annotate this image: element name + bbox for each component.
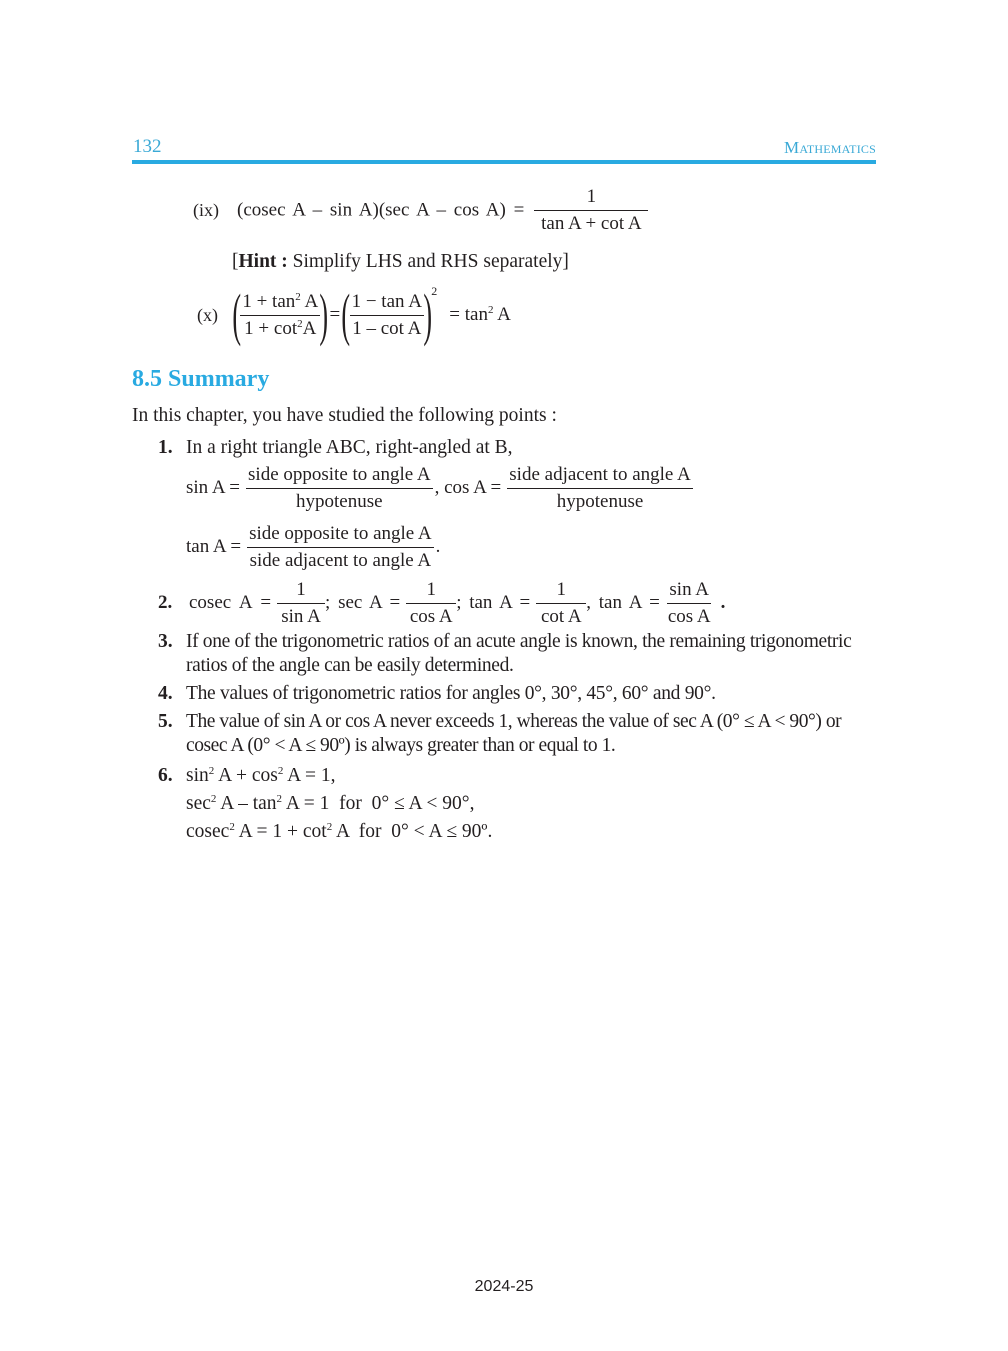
book-title: Mathematics	[784, 138, 876, 157]
summary-item-3	[158, 630, 878, 678]
fraction-denominator: hypotenuse	[556, 490, 644, 512]
equals-sign: =	[329, 304, 341, 325]
summary-item-1	[158, 436, 878, 460]
sin-cos-fraction	[666, 579, 713, 628]
exercise-x	[197, 282, 511, 347]
right-paren: )	[319, 282, 329, 347]
hint-label: Hint :	[238, 251, 288, 272]
fraction-numerator: 1	[277, 579, 325, 604]
sec-fraction	[406, 579, 456, 628]
period: .	[435, 536, 441, 558]
fraction-numerator: 1	[406, 579, 456, 604]
left-paren: (	[232, 282, 242, 347]
sin-cos-definitions	[186, 464, 693, 513]
equation-rhs: = $\tan^2 A$	[449, 304, 511, 325]
item-number: 5.	[158, 711, 173, 732]
tan-lhs: ; tan A =	[456, 592, 531, 614]
equation-rhs-fraction	[534, 186, 648, 235]
summary-item-2	[158, 579, 725, 628]
fraction-denominator: side adjacent to angle A	[249, 549, 432, 571]
tan-lhs: tan A =	[186, 536, 242, 558]
section-heading: 8.5 Summary	[132, 366, 270, 392]
tan-cot-fraction	[536, 579, 586, 628]
tan-lhs-2: , tan A =	[586, 592, 660, 614]
cosec-lhs: cosec A =	[189, 592, 272, 614]
header-divider	[132, 160, 876, 164]
fraction-1	[240, 291, 320, 340]
item-text: The values of trigonometric ratios for angles 0°, 30°, 45°, 60° and 90°.	[186, 683, 716, 704]
hint-text	[232, 250, 569, 274]
fraction-denominator: cot A	[540, 605, 582, 627]
summary-item-5	[158, 710, 878, 758]
fraction-denominator: $1 + \cot^2A$	[244, 317, 317, 339]
sin-lhs: sin A =	[186, 477, 241, 499]
hint-bracket: [	[232, 251, 239, 272]
item-number: 3.	[158, 631, 173, 652]
item-text: The value of sin A or cos A never exceeds 1, whereas the value of sec A (0° ≤ A < 90°) or cosec A (0° < A ≤ 90º) is always greater than or equal to 1.	[186, 711, 842, 756]
cos-fraction	[507, 464, 693, 513]
footer-year: 2024-25	[474, 1278, 534, 1295]
item-text: In a right triangle ABC, right-angled at B,	[186, 437, 513, 458]
fraction-denominator: cos A	[409, 605, 453, 627]
item-text: If one of the trigonometric ratios of an acute angle is known, the remaining trigonometric ratios of the angle can be easily determined.	[186, 631, 852, 676]
identities	[186, 762, 878, 846]
outer-exponent: 2	[431, 284, 438, 298]
tan-fraction	[247, 523, 434, 572]
left-paren: (	[341, 282, 351, 347]
fraction-numerator: sin A	[667, 579, 711, 604]
fraction-2	[350, 291, 424, 340]
fraction-numerator: side opposite to angle A	[247, 523, 434, 548]
fraction-numerator: $1 + \tan^2 A$	[240, 291, 320, 316]
sec-lhs: ; sec A =	[325, 592, 401, 614]
identity-2: $\sec^2 A - \tan^2 A = 1$ for 0° ≤ A < 90°,	[186, 793, 475, 814]
fraction-numerator: 1	[536, 579, 586, 604]
summary-intro: In this chapter, you have studied the following points :	[132, 405, 557, 426]
identity-1: $\sin^2 A + \cos^2 A = 1$,	[186, 765, 336, 786]
item-number: 2.	[158, 592, 173, 614]
hint-body: Simplify LHS and RHS separately]	[287, 251, 569, 272]
exercise-ix	[193, 186, 648, 235]
summary-item-6	[158, 762, 878, 846]
fraction-numerator: side adjacent to angle A	[507, 464, 693, 489]
fraction-numerator: side opposite to angle A	[246, 464, 433, 489]
item-number: 6.	[158, 765, 173, 786]
fraction-denominator: 1 – cot A	[352, 317, 422, 339]
period: .	[720, 592, 726, 614]
cos-lhs: , cos A =	[434, 477, 502, 499]
tan-definition	[186, 523, 440, 572]
right-paren: )	[423, 282, 432, 347]
identity-3: cosec$^2$ $A = 1 + \cot^2 A$ for 0° < A ≤ 90º.	[186, 821, 493, 842]
fraction-denominator: sin A	[281, 605, 321, 627]
fraction-denominator: tan A + cot A	[541, 212, 642, 234]
fraction-denominator: hypotenuse	[296, 490, 383, 512]
exercise-label: (x)	[197, 304, 218, 325]
equation-lhs: (cosec A – sin A)(sec A – cos A) =	[237, 199, 525, 221]
summary-item-4	[158, 682, 878, 706]
fraction-numerator: 1	[534, 186, 648, 211]
fraction-numerator: 1 − tan A	[350, 291, 424, 316]
item-number: 4.	[158, 683, 173, 704]
page-number: 132	[133, 136, 162, 157]
sin-fraction	[246, 464, 433, 513]
exercise-label: (ix)	[193, 199, 219, 220]
fraction-denominator: cos A	[667, 605, 711, 627]
item-number: 1.	[158, 437, 173, 458]
cosec-fraction	[277, 579, 325, 628]
